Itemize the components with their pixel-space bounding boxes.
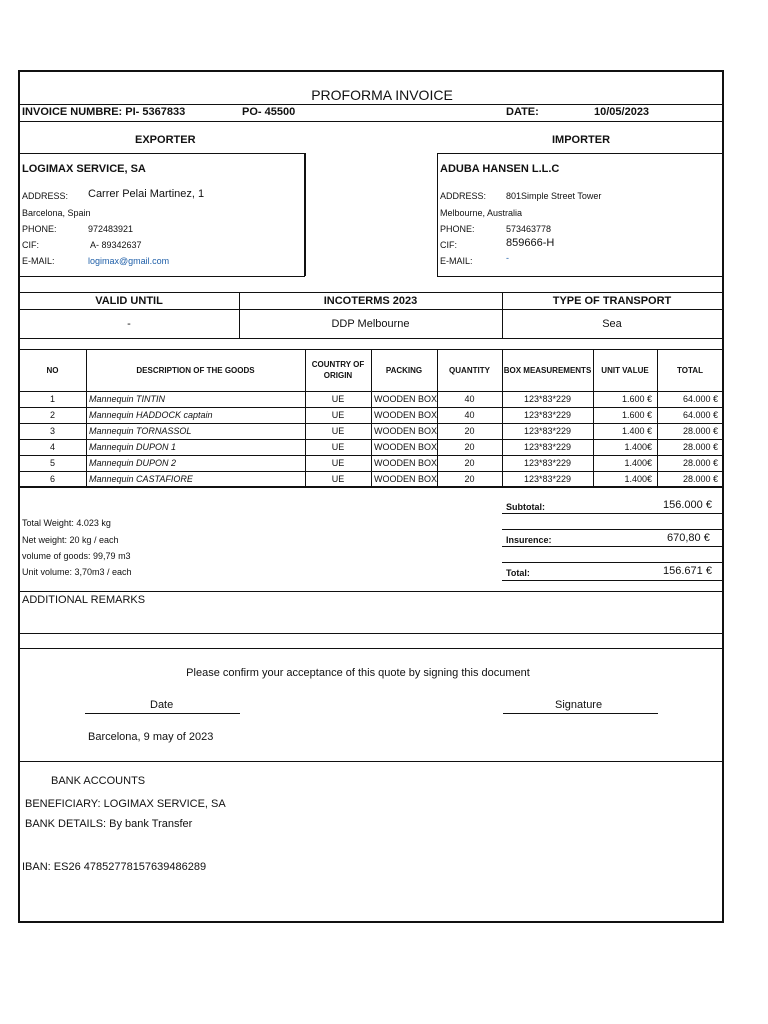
table-cell-description: Mannequin CASTAFIORE <box>89 474 193 484</box>
exporter-heading: EXPORTER <box>135 134 196 146</box>
importer-phone: 573463778 <box>506 224 552 234</box>
exporter-cif: A- 89342637 <box>90 240 142 250</box>
importer-name: ADUBA HANSEN L.L.C <box>440 163 560 175</box>
column-header-quantity: QUANTITY <box>449 365 490 375</box>
table-cell-total: 28.000 € <box>682 474 718 484</box>
divider <box>502 546 722 547</box>
importer-email-label: E-MAIL: <box>440 256 473 266</box>
table-cell-box: 123*83*229 <box>523 410 572 420</box>
exporter-city: Barcelona, Spain <box>22 208 91 218</box>
bank-heading: BANK ACCOUNTS <box>51 775 146 787</box>
confirmation-text: Please confirm your acceptance of this quote by signing this document <box>186 667 530 679</box>
frame-top <box>18 70 724 72</box>
column-header-box: BOX MEASUREMENTS <box>503 365 592 375</box>
table-cell-no: 1 <box>49 394 55 404</box>
table-cell-description: Mannequin DUPON 2 <box>89 458 177 468</box>
transport-label: TYPE OF TRANSPORT <box>552 295 672 307</box>
importer-email: - <box>506 253 509 263</box>
exporter-address-label: ADDRESS: <box>22 191 69 201</box>
table-cell-description: Mannequin TORNASSOL <box>89 426 192 436</box>
unit-volume: Unit volume: 3,70m3 / each <box>22 567 132 577</box>
date-value: 10/05/2023 <box>594 106 650 118</box>
page-title: PROFORMA INVOICE <box>311 87 453 103</box>
divider <box>502 562 722 563</box>
incoterms-label: INCOTERMS 2023 <box>323 295 418 307</box>
table-cell-quantity: 40 <box>464 410 475 420</box>
frame-right <box>722 70 724 923</box>
total-value: 156.671 € <box>663 565 712 577</box>
subtotal-label: Subtotal: <box>506 502 545 512</box>
table-cell-unit-value: 1.600 € <box>621 410 652 420</box>
table-cell-box: 123*83*229 <box>523 426 572 436</box>
date-caption: Date <box>150 699 174 711</box>
exporter-box-bottom <box>19 276 305 277</box>
date-label: DATE: <box>506 106 539 118</box>
divider <box>19 338 723 339</box>
table-cell-total: 28.000 € <box>682 458 718 468</box>
total-weight: Total Weight: 4.023 kg <box>22 518 111 528</box>
exporter-phone: 972483921 <box>88 224 134 234</box>
insurance-value: 670,80 € <box>667 532 710 544</box>
table-cell-packing: WOODEN BOX <box>374 442 438 452</box>
divider <box>19 648 723 649</box>
incoterms-value: DDP Melbourne <box>331 318 410 330</box>
table-cell-country: UE <box>331 474 345 484</box>
table-cell-quantity: 20 <box>464 426 475 436</box>
divider <box>19 633 723 634</box>
table-cell-unit-value: 1.400€ <box>624 474 652 484</box>
importer-box-top <box>437 153 723 154</box>
exporter-email-label: E-MAIL: <box>22 256 55 266</box>
column-header-total: TOTAL <box>677 365 703 375</box>
column-header-no: NO <box>46 365 59 375</box>
po-number: PO- 45500 <box>242 106 296 118</box>
table-cell-quantity: 20 <box>464 442 475 452</box>
divider <box>502 580 722 581</box>
bank-iban: IBAN: ES26 47852778157639486289 <box>22 861 207 873</box>
table-cell-country: UE <box>331 426 345 436</box>
table-cell-unit-value: 1.400 € <box>621 426 652 436</box>
table-cell-no: 3 <box>49 426 55 436</box>
column-header-packing: PACKING <box>385 365 423 375</box>
table-gridline <box>723 349 724 487</box>
exporter-phone-label: PHONE: <box>22 224 57 234</box>
table-cell-total: 64.000 € <box>682 394 718 404</box>
table-cell-packing: WOODEN BOX <box>374 426 438 436</box>
table-cell-packing: WOODEN BOX <box>374 410 438 420</box>
importer-cif-label: CIF: <box>440 240 457 250</box>
divider <box>19 761 723 762</box>
table-cell-unit-value: 1.600 € <box>621 394 652 404</box>
table-cell-no: 6 <box>49 474 55 484</box>
signature-line <box>503 713 658 714</box>
table-cell-total: 28.000 € <box>682 442 718 452</box>
importer-box-left <box>437 153 438 276</box>
table-cell-packing: WOODEN BOX <box>374 474 438 484</box>
divider <box>502 529 722 530</box>
table-cell-country: UE <box>331 410 345 420</box>
importer-cif: 859666-H <box>506 237 555 249</box>
column-header-country: COUNTRY OF ORIGIN <box>311 360 365 380</box>
table-cell-box: 123*83*229 <box>523 394 572 404</box>
table-cell-description: Mannequin TINTIN <box>89 394 166 404</box>
table-cell-packing: WOODEN BOX <box>374 394 438 404</box>
signature-caption: Signature <box>555 699 603 711</box>
divider <box>19 104 723 105</box>
transport-value: Sea <box>602 318 622 330</box>
exporter-email-link[interactable]: logimax@gmail.com <box>88 256 170 266</box>
importer-box-bottom <box>437 276 723 277</box>
divider <box>502 513 722 514</box>
table-cell-box: 123*83*229 <box>523 442 572 452</box>
bank-details: BANK DETAILS: By bank Transfer <box>25 818 193 830</box>
bank-beneficiary: BENEFICIARY: LOGIMAX SERVICE, SA <box>25 798 226 810</box>
table-cell-quantity: 40 <box>464 394 475 404</box>
net-weight: Net weight: 20 kg / each <box>22 535 119 545</box>
volume-of-goods: volume of goods: 99,79 m3 <box>22 551 131 561</box>
table-cell-no: 5 <box>49 458 55 468</box>
frame-left <box>18 70 20 923</box>
table-cell-box: 123*83*229 <box>523 474 572 484</box>
table-cell-quantity: 20 <box>464 474 475 484</box>
invoice-number: INVOICE NUMBRE: PI- 5367833 <box>22 106 186 118</box>
subtotal-value: 156.000 € <box>663 499 712 511</box>
remarks-heading: ADDITIONAL REMARKS <box>22 594 146 606</box>
valid-until-label: VALID UNTIL <box>95 295 163 307</box>
exporter-address: Carrer Pelai Martinez, 1 <box>88 188 205 200</box>
exporter-box-right <box>304 153 306 276</box>
table-cell-country: UE <box>331 394 345 404</box>
importer-heading: IMPORTER <box>552 134 611 146</box>
table-cell-country: UE <box>331 458 345 468</box>
exporter-cif-label: CIF: <box>22 240 39 250</box>
table-cell-unit-value: 1.400€ <box>624 442 652 452</box>
column-header-description: DESCRIPTION OF THE GOODS <box>136 365 255 375</box>
valid-until-value: - <box>127 318 131 330</box>
table-cell-unit-value: 1.400€ <box>624 458 652 468</box>
importer-address: 801Simple Street Tower <box>506 191 602 201</box>
table-cell-description: Mannequin HADDOCK captain <box>89 410 213 420</box>
exporter-name: LOGIMAX SERVICE, SA <box>22 163 146 175</box>
divider <box>19 121 723 122</box>
importer-phone-label: PHONE: <box>440 224 475 234</box>
place-date: Barcelona, 9 may of 2023 <box>88 731 214 743</box>
table-cell-no: 4 <box>49 442 55 452</box>
date-line <box>85 713 240 714</box>
divider <box>19 591 723 592</box>
table-cell-no: 2 <box>49 410 55 420</box>
table-cell-total: 64.000 € <box>682 410 718 420</box>
total-label: Total: <box>506 568 530 578</box>
column-header-unit-value: UNIT VALUE <box>601 365 649 375</box>
table-cell-box: 123*83*229 <box>523 458 572 468</box>
frame-bottom <box>18 921 724 923</box>
table-cell-packing: WOODEN BOX <box>374 458 438 468</box>
insurance-label: Insurence: <box>506 535 552 545</box>
importer-city: Melbourne, Australia <box>440 208 523 218</box>
importer-address-label: ADDRESS: <box>440 191 487 201</box>
table-cell-total: 28.000 € <box>682 426 718 436</box>
exporter-box-top <box>19 153 305 154</box>
table-cell-country: UE <box>331 442 345 452</box>
table-cell-description: Mannequin DUPON 1 <box>89 442 177 452</box>
table-cell-quantity: 20 <box>464 458 475 468</box>
